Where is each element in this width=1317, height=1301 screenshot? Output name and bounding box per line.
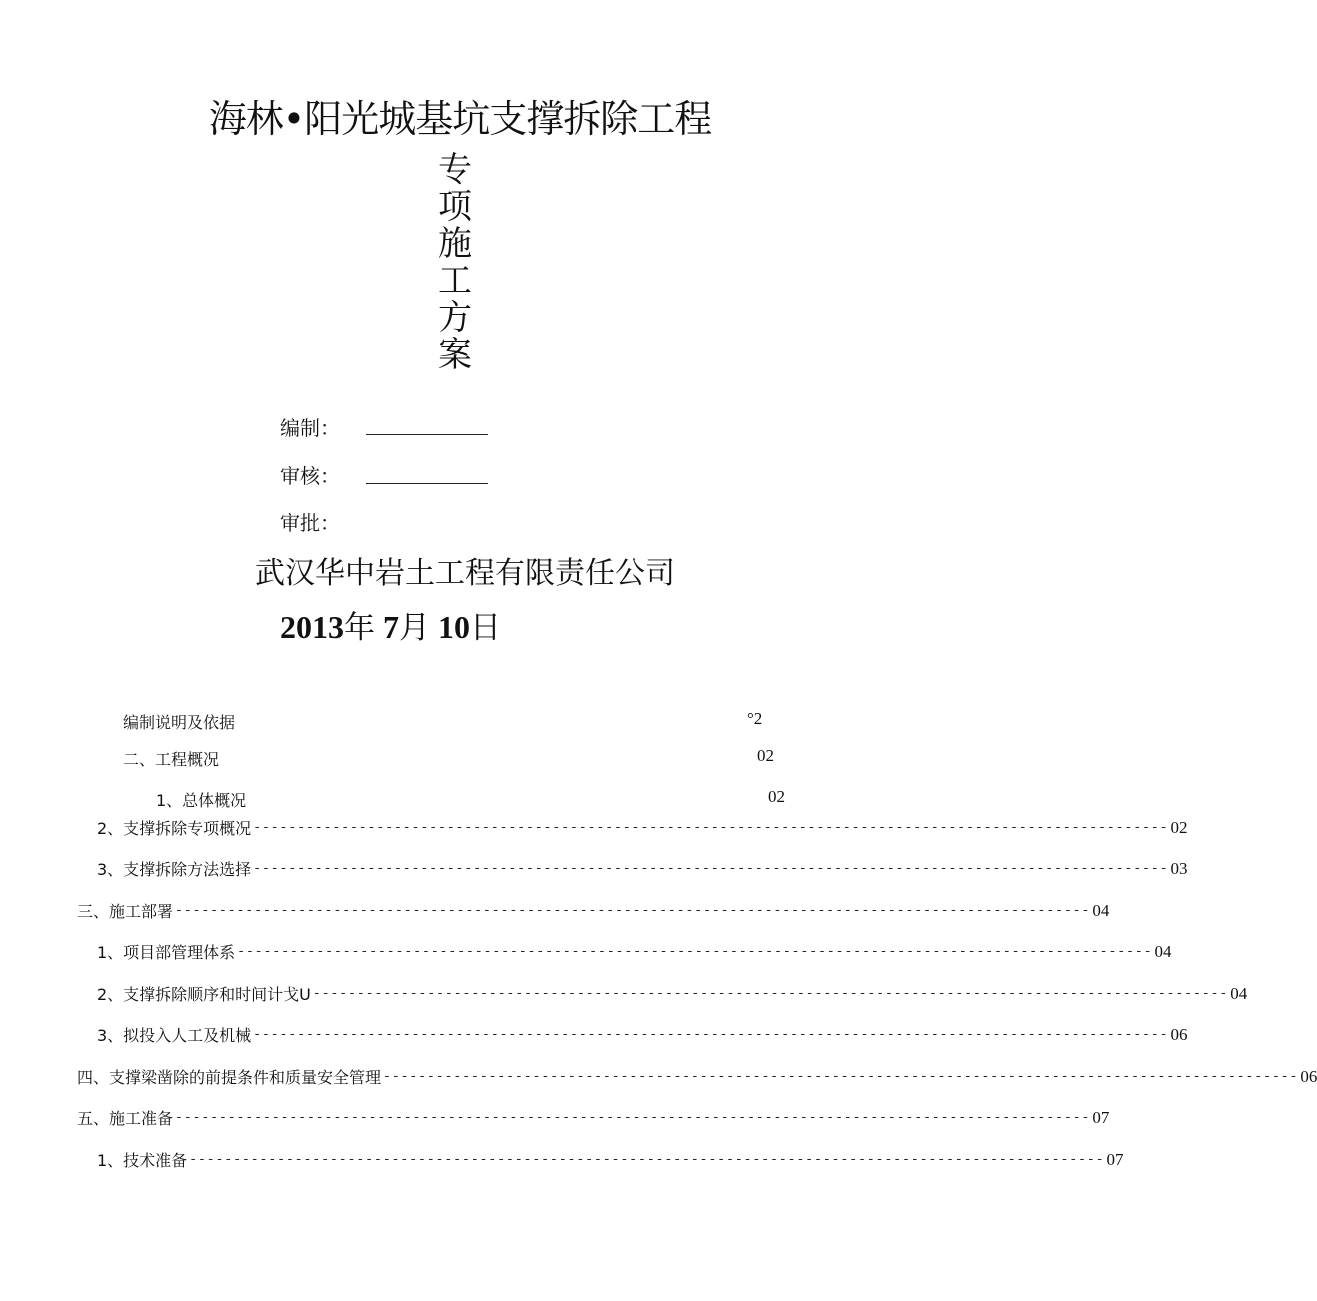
document-subtitle-vertical: 专 项 施 工 方 案 [438, 150, 472, 375]
toc-entry-page: 03 [1170, 858, 1188, 878]
toc-entry-label: 1、总体概况 [156, 791, 247, 810]
toc-entry-page: 04 [1092, 900, 1110, 920]
toc-entry [97, 982, 1248, 1005]
toc-entry-page: 02 [768, 787, 785, 806]
toc-entry-page: 07 [1106, 1149, 1124, 1169]
toc-entry [77, 1106, 1110, 1129]
toc-leader: -------------------------------------------------------------------------------------------------------- [253, 1027, 1169, 1042]
toc-entry-page: 07 [1092, 1107, 1110, 1127]
toc-entry-page: 04 [1230, 983, 1248, 1003]
toc-entry [97, 857, 1188, 880]
toc-entry-page: 06 [1300, 1066, 1317, 1086]
toc-entry-label: 四、支撑梁凿除的前提条件和质量安全管理 [77, 1068, 382, 1087]
toc-leader: -------------------------------------------------------------------------------------------------------- [383, 1069, 1299, 1084]
sign-line-compile [366, 434, 488, 435]
toc-entry-label: 3、拟投入人工及机械 [97, 1026, 252, 1045]
toc-entry-label: 二、工程概况 [123, 750, 220, 769]
toc-entry [77, 1065, 1317, 1088]
toc-entry-label: 2、支撑拆除专项概况 [97, 819, 252, 838]
toc-leader: -------------------------------------------------------------------------------------------------------- [175, 1110, 1091, 1125]
sign-label-compile: 编制： [280, 416, 340, 440]
toc-entry [97, 1148, 1124, 1171]
toc-entry [97, 940, 1172, 963]
toc-leader: -------------------------------------------------------------------------------------------------------- [253, 861, 1169, 876]
document-date [280, 602, 501, 647]
toc-entry-label: 2、支撑拆除顺序和时间计戈U [97, 985, 311, 1004]
toc-entry-label: 1、项目部管理体系 [97, 943, 236, 962]
toc-entry-page: 04 [1154, 941, 1172, 961]
date-day: 10 [438, 609, 470, 645]
date-month: 7 [383, 609, 399, 645]
toc-entry [77, 899, 1110, 922]
date-month-char: 月 [399, 610, 430, 646]
company-name: 武汉华中岩土工程有限责任公司 [255, 556, 675, 591]
toc-entry [97, 816, 1188, 839]
toc-entry-label: 五、施工准备 [77, 1109, 174, 1128]
toc-entry-page: 02 [757, 746, 774, 765]
toc-leader: -------------------------------------------------------------------------------------------------------- [253, 820, 1169, 835]
toc-leader: -------------------------------------------------------------------------------------------------------- [237, 944, 1153, 959]
sign-label-review: 审核： [280, 464, 340, 488]
toc-entry-page: °2 [747, 709, 763, 728]
toc-leader: -------------------------------------------------------------------------------------------------------- [189, 1152, 1105, 1167]
toc-entry-label: 1、技术准备 [97, 1151, 188, 1170]
sign-label-approve: 审批： [280, 511, 340, 535]
toc-entry-page: 02 [1170, 817, 1188, 837]
toc-leader: -------------------------------------------------------------------------------------------------------- [312, 986, 1229, 1001]
toc-entry-label: 编制说明及依据 [123, 713, 236, 732]
toc-leader: -------------------------------------------------------------------------------------------------------- [175, 903, 1091, 918]
toc-entry-label: 3、支撑拆除方法选择 [97, 860, 252, 879]
document-title: 海林•阳光城基坑支撑拆除工程 [208, 97, 712, 141]
toc-entry-page: 06 [1170, 1024, 1188, 1044]
date-year-char: 年 [344, 610, 375, 646]
date-day-char: 日 [470, 610, 501, 646]
toc-entry-label: 三、施工部署 [77, 902, 174, 921]
toc-entry [97, 1023, 1188, 1046]
sign-line-review [366, 483, 488, 484]
date-year: 2013 [280, 609, 344, 645]
